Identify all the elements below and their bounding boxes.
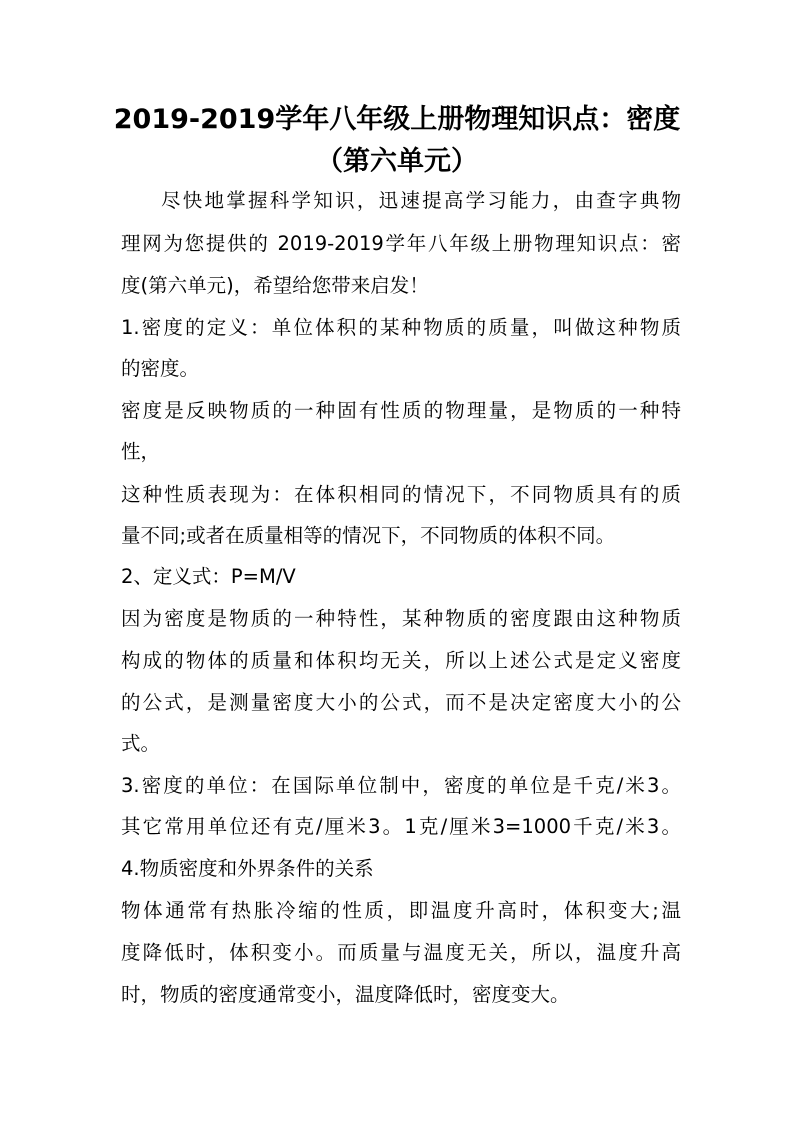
paragraph-line: 的密度。 <box>121 357 200 380</box>
section-heading: 4.物质密度和外界条件的关系 <box>121 857 374 880</box>
paragraph-line: 度降低时，体积变小。而质量与温度无关，所以，温度升高 <box>121 941 681 964</box>
paragraph-line: 物体通常有热胀冷缩的性质，即温度升高时，体积变大;温 <box>121 899 681 922</box>
paragraph-line: 时，物质的密度通常变小，温度降低时，密度变大。 <box>121 983 570 1006</box>
document-title-line-1: 2019-2019学年八年级上册物理知识点：密度 <box>113 104 681 135</box>
paragraph-line: 其它常用单位还有克/厘米3。1克/厘米3=1000千克/米3。 <box>121 815 681 838</box>
paragraph-line: 度(第六单元)，希望给您带来启发！ <box>121 274 429 297</box>
section-heading: 2、定义式：P=M/V <box>121 565 296 588</box>
paragraph-line: 构成的物体的质量和体积均无关，所以上述公式是定义密度 <box>121 649 681 672</box>
paragraph-line: 密度是反映物质的一种固有性质的物理量，是物质的一种特 <box>121 399 681 422</box>
document-title-line-2: （第六单元） <box>316 146 478 177</box>
paragraph-line: 式。 <box>121 732 161 755</box>
paragraph-line: 这种性质表现为：在体积相同的情况下，不同物质具有的质 <box>121 483 681 506</box>
paragraph-line: 1.密度的定义：单位体积的某种物质的质量，叫做这种物质 <box>121 316 681 339</box>
paragraph-line: 尽快地掌握科学知识，迅速提高学习能力，由查字典物 <box>161 189 681 212</box>
paragraph-line: 性， <box>121 440 161 463</box>
paragraph-line: 因为密度是物质的一种特性，某种物质的密度跟由这种物质 <box>121 607 681 630</box>
paragraph-line: 的公式，是测量密度大小的公式，而不是决定密度大小的公 <box>121 691 681 714</box>
paragraph-line: 量不同;或者在质量相等的情况下，不同物质的体积不同。 <box>121 524 616 547</box>
paragraph-line: 3.密度的单位：在国际单位制中，密度的单位是千克/米3。 <box>121 774 681 797</box>
paragraph-line: 理网为您提供的 2019-2019学年八年级上册物理知识点：密 <box>121 232 681 255</box>
